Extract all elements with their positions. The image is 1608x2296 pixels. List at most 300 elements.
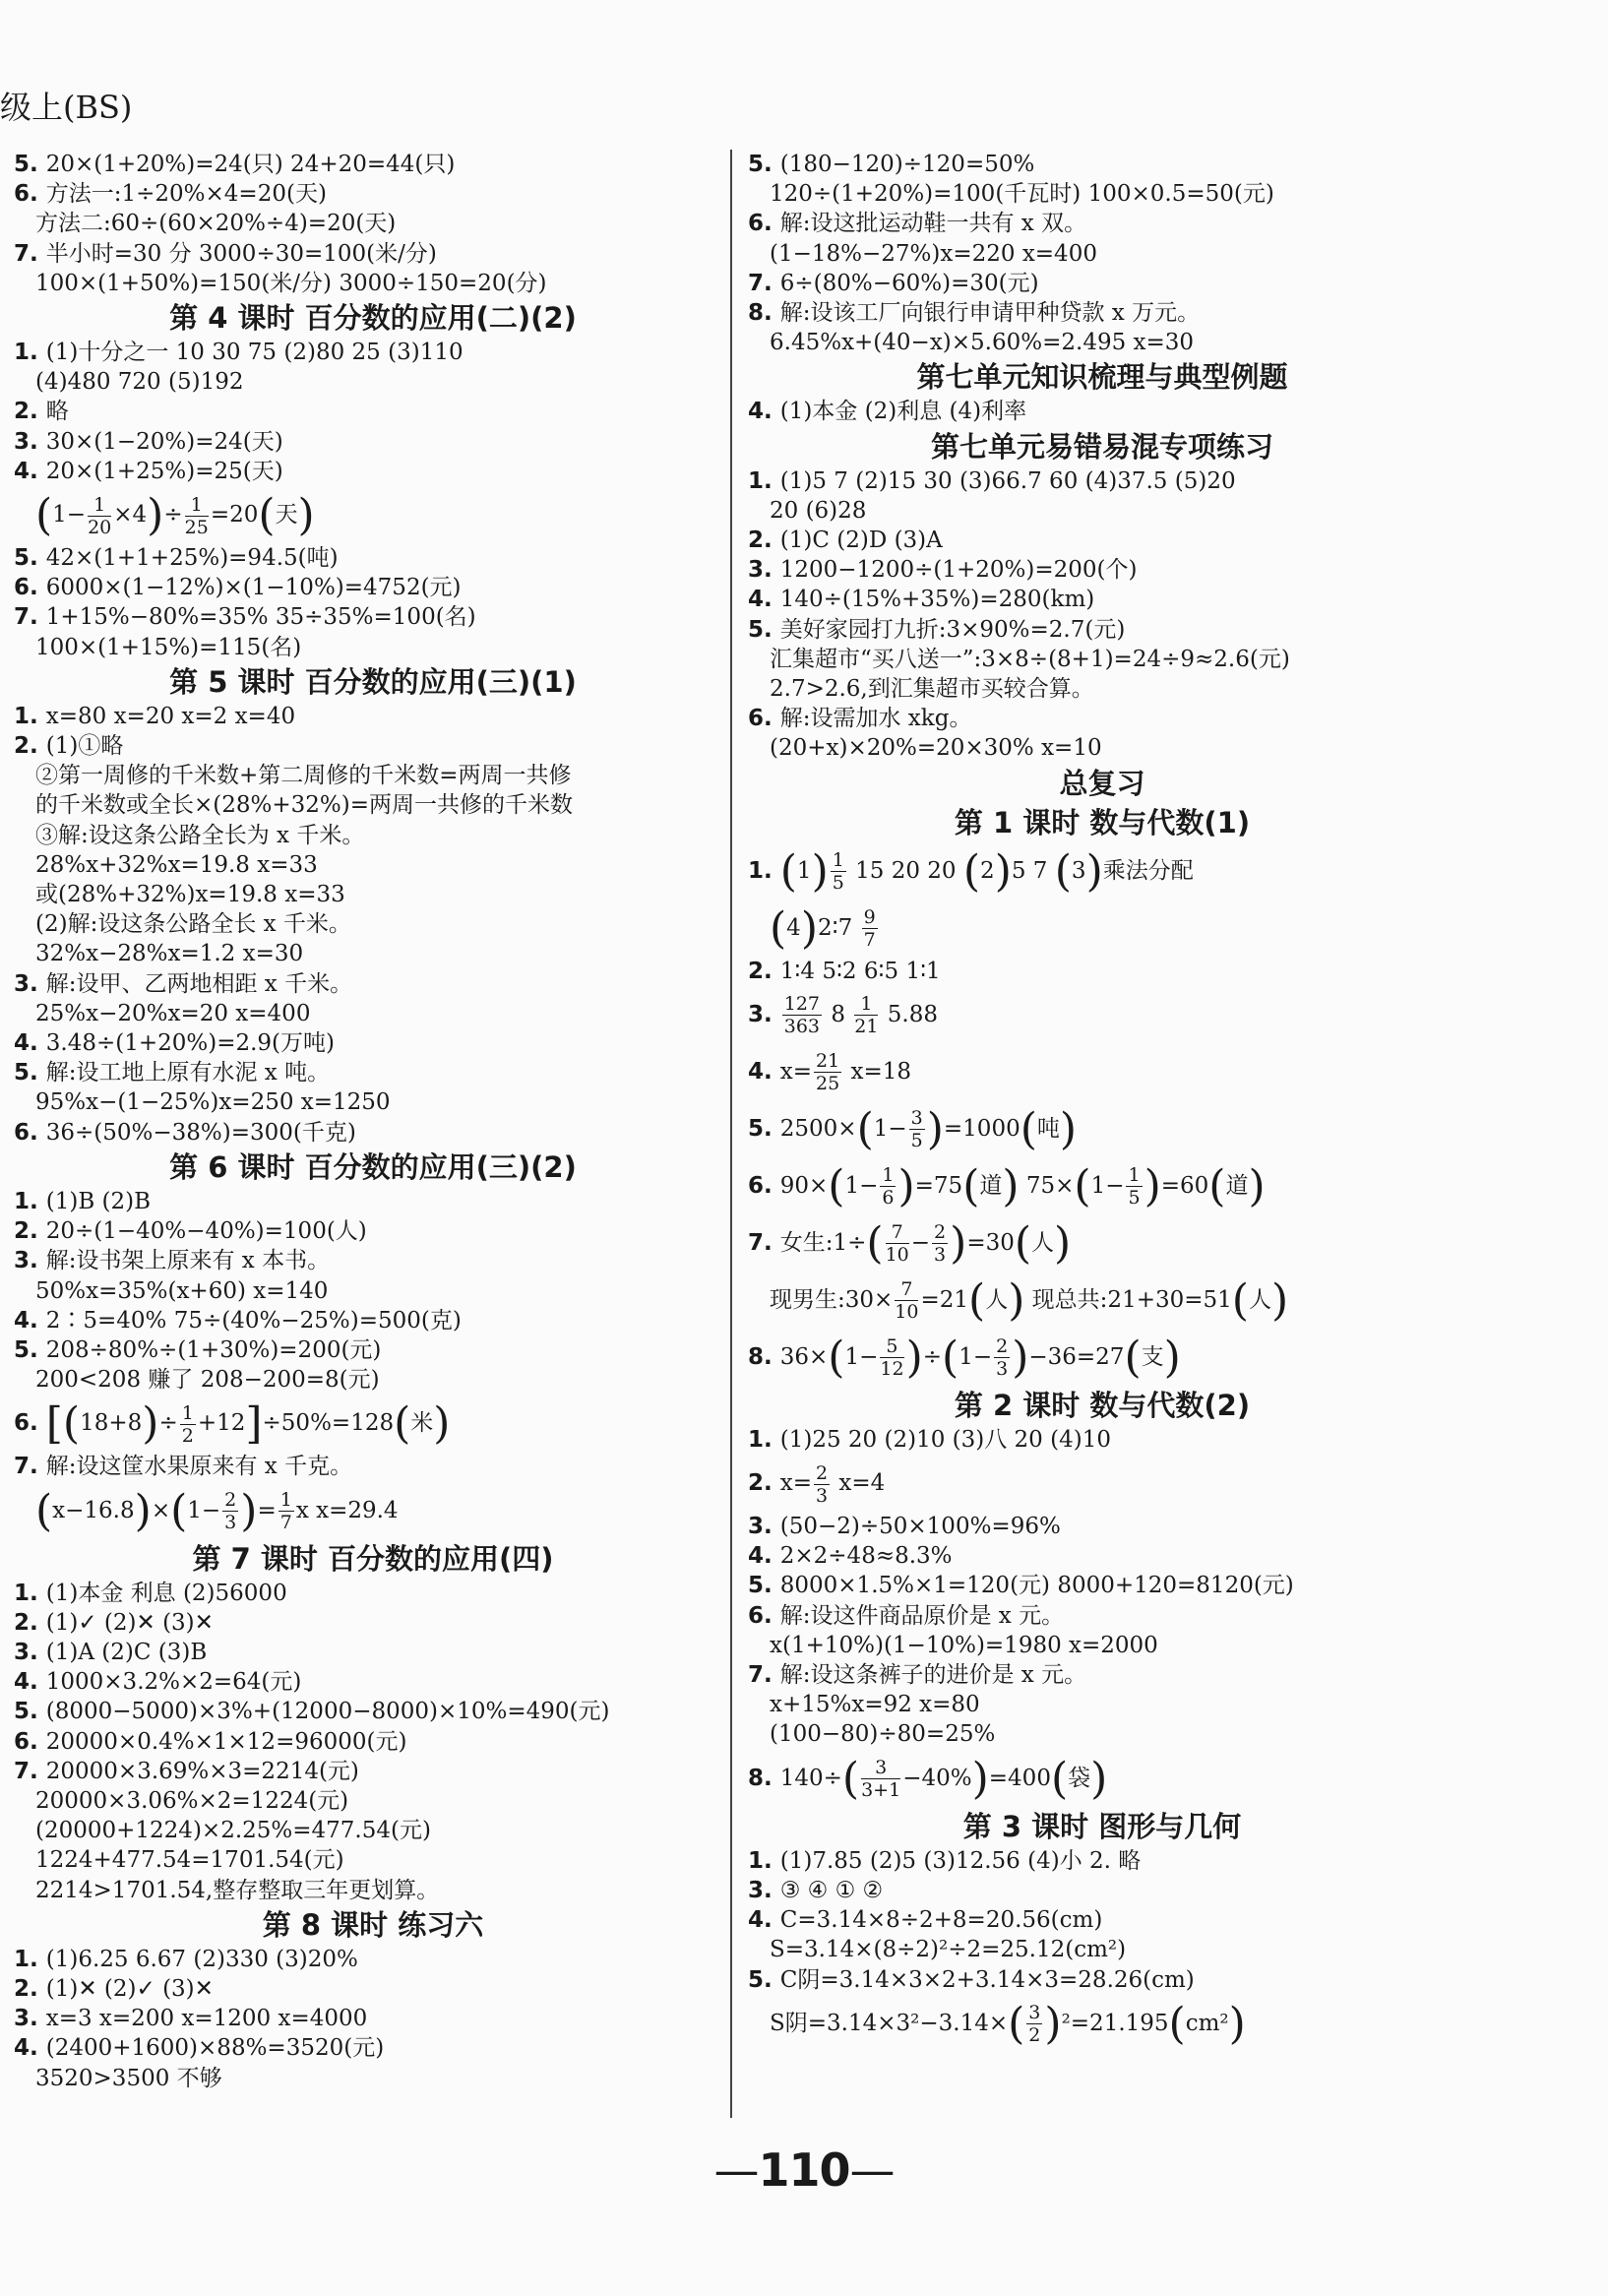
bracket: ] <box>245 1398 263 1450</box>
item-number: 3. <box>748 557 780 584</box>
answer-line <box>14 1697 732 1726</box>
fraction-numerator: 1 <box>185 494 209 517</box>
item-number: 7. <box>748 1229 780 1256</box>
answer-line-continued: 200<208 赚了 208−200=8(元) <box>35 1367 380 1394</box>
answer-line-continued: (1−18%−27%)x=220 x=400 <box>770 240 1097 267</box>
math-line <box>748 1995 1456 2052</box>
answer-line-continued: (4)480 720 (5)192 <box>35 369 244 396</box>
section-title: 第七单元知识梳理与典型例题 <box>916 360 1288 395</box>
bracket: ( <box>62 1398 81 1450</box>
item-number: 3. <box>14 1639 46 1665</box>
bracket: ) <box>1044 1998 1062 2049</box>
fraction-numerator: 1 <box>1128 1164 1141 1187</box>
bracket: ( <box>1020 1103 1037 1154</box>
answer-line-continued: (20+x)×20%=20×30% x=10 <box>770 735 1102 762</box>
fraction-denominator: 12 <box>880 1358 904 1381</box>
math-text: )=60(道) <box>1144 1160 1266 1211</box>
item-number: 6. <box>14 1119 46 1146</box>
fraction-denominator: 5 <box>1128 1187 1141 1210</box>
answer-text: 42×(1+1+25%)=94.5(吨) <box>45 545 339 572</box>
fraction-numerator: 1 <box>854 993 878 1016</box>
fraction <box>886 1221 909 1266</box>
answer-line <box>748 526 1456 555</box>
answer-line-continued: 6.45%x+(40−x)×5.60%=2.495 x=30 <box>770 330 1195 356</box>
item-number: 6. <box>748 1602 780 1629</box>
bracket: ) <box>1228 1998 1246 2049</box>
math-text: 5.88 <box>880 1001 938 1027</box>
fraction <box>1126 1164 1142 1209</box>
answer-text: (1)A (2)C (3)B <box>45 1639 208 1665</box>
fraction <box>185 494 209 538</box>
answer-line <box>748 1846 1456 1876</box>
item-number: 5. <box>14 1699 46 1725</box>
math-line <box>748 1272 1456 1329</box>
fraction <box>222 1489 238 1533</box>
page-header: 级上(BS) <box>0 89 133 126</box>
answer-line-continued: 2.7>2.6,到汇集超市买较合算。 <box>770 676 1094 703</box>
answer-line <box>14 1335 732 1365</box>
bracket: ( <box>962 845 981 897</box>
answer-line-continued: (20000+1224)×2.25%=477.54(元) <box>35 1818 431 1844</box>
answer-text: (1)①略 <box>45 733 124 760</box>
answer-line-continued: 的千米数或全长×(28%+32%)=两周一共修的千米数 <box>35 792 574 819</box>
fraction <box>831 849 846 894</box>
answer-text: (2400+1600)×88%=3520(元) <box>45 2035 385 2062</box>
answer-line <box>14 602 732 632</box>
fraction <box>1026 2002 1042 2046</box>
item-number: 7. <box>14 1758 46 1784</box>
answer-line <box>748 1541 1456 1571</box>
answer-text: (1)✓ (2)✕ (3)✕ <box>45 1609 214 1636</box>
answer-text: (1)25 20 (2)10 (3)八 20 (4)10 <box>779 1426 1111 1453</box>
bracket: ( <box>1074 1160 1091 1211</box>
item-number: 2. <box>748 527 780 554</box>
item-number: 7. <box>748 270 780 296</box>
item-number: 3. <box>748 1514 780 1540</box>
item-number: 2. <box>14 733 46 760</box>
bracket: ) <box>1002 1160 1020 1211</box>
answer-line-continued: 2214>1701.54,整存整取三年更划算。 <box>35 1877 440 1903</box>
answer-line-continued: 32%x−28%x=1.2 x=30 <box>35 941 304 967</box>
fraction-denominator: 25 <box>184 516 209 538</box>
item-number: 3. <box>14 2006 46 2032</box>
math-text: x x=29.4 <box>295 1497 399 1523</box>
bracket: ) <box>1144 1160 1161 1211</box>
math-text: ×4)÷ <box>113 490 183 541</box>
bracket: ( <box>866 1217 884 1269</box>
answer-text: 208÷80%÷(1+30%)=200(元) <box>45 1336 382 1363</box>
bracket: ( <box>170 1485 188 1536</box>
fraction-numerator: 1 <box>88 494 111 517</box>
answer-text: 美好家园打九折:3×90%=2.7(元) <box>779 616 1126 643</box>
answer-line <box>748 1601 1456 1631</box>
answer-text: (1)C (2)D (3)A <box>779 527 943 554</box>
answer-text: 半小时=30 分 3000÷30=100(米/分) <box>45 240 437 267</box>
answer-line <box>14 1306 732 1335</box>
item-number: 1. <box>14 1188 46 1214</box>
answer-line-continued: x+15%x=92 x=80 <box>770 1692 980 1718</box>
item-number: 3. <box>14 970 46 997</box>
fraction-denominator: 363 <box>783 1016 821 1038</box>
answer-line <box>14 397 732 426</box>
answer-line <box>14 2004 732 2033</box>
item-number: 6. <box>748 706 780 732</box>
item-number: 1. <box>748 1847 780 1874</box>
answer-line <box>14 1579 732 1608</box>
bracket: ( <box>1014 1217 1032 1269</box>
bracket: ) <box>297 490 315 541</box>
math-line <box>748 900 1456 957</box>
answer-text: 20000×0.4%×1×12=96000(元) <box>45 1728 407 1755</box>
item-number: 1. <box>748 467 780 494</box>
answer-line-continued: 1224+477.54=1701.54(元) <box>35 1847 344 1874</box>
answer-line-continued: 或(28%+32%)x=19.8 x=33 <box>35 882 345 908</box>
answer-line <box>14 1757 732 1786</box>
bracket: ) <box>800 902 818 954</box>
bracket: ( <box>1231 1274 1249 1326</box>
answer-line <box>14 1667 732 1697</box>
bracket: ) <box>971 1753 989 1804</box>
fraction-denominator: 3 <box>224 1512 237 1534</box>
fraction-denominator: 7 <box>279 1512 292 1534</box>
item-number: 4. <box>748 1058 780 1085</box>
item-number: 8. <box>748 1343 780 1370</box>
item-number: 4. <box>14 1307 46 1334</box>
math-line <box>14 486 732 543</box>
answer-line-continued: 100×(1+15%)=115(名) <box>35 634 302 660</box>
item-number: 1. <box>14 1946 46 1972</box>
section-title: 第 3 课时 图形与几何 <box>962 1809 1242 1843</box>
fraction <box>278 1489 294 1533</box>
bracket: ( <box>1050 1753 1069 1804</box>
answer-text: 解:设这条裤子的进价是 x 元。 <box>779 1662 1087 1689</box>
fraction-numerator: 7 <box>895 1278 918 1301</box>
answer-line-continued: x(1+10%)(1−10%)=1980 x=2000 <box>770 1632 1158 1658</box>
answer-text: 解:设甲、乙两地相距 x 千米。 <box>45 970 353 997</box>
answer-text: 2×2÷48≈8.3% <box>779 1543 953 1570</box>
item-number: 6. <box>748 211 780 237</box>
math-line <box>748 1329 1456 1386</box>
answer-line <box>14 1028 732 1058</box>
answer-line <box>14 2033 732 2063</box>
math-text: )=30(人) <box>950 1217 1072 1269</box>
item-number: 5. <box>14 152 46 177</box>
answer-text: 20000×3.69%×3=2214(元) <box>45 1758 359 1784</box>
answer-line-continued: 3520>3500 不够 <box>35 2065 222 2091</box>
fraction-numerator: 3 <box>910 1107 923 1130</box>
answer-line <box>14 1974 732 2004</box>
math-text: )−36=27(支) <box>1012 1332 1181 1383</box>
item-number: 2. <box>748 958 780 984</box>
math-text: )= <box>240 1485 277 1536</box>
answer-line-continued: 20000×3.06%×2=1224(元) <box>35 1787 349 1814</box>
answer-text: 解:设需加水 xkg。 <box>779 706 972 732</box>
item-number: 4. <box>14 458 46 484</box>
answer-line-continued: S=3.14×(8÷2)²÷2=25.12(cm²) <box>770 1937 1127 1963</box>
answer-text: x=80 x=20 x=2 x=40 <box>45 703 296 729</box>
answer-text: 140÷(15%+35%)=280(km) <box>779 587 1095 613</box>
answer-line <box>748 957 1456 986</box>
bracket: ) <box>1059 1103 1078 1154</box>
answer-line-continued: 100×(1+50%)=150(米/分) 3000÷150=20(分) <box>35 270 547 296</box>
math-text: )²=21.195(cm²) <box>1044 1998 1246 2049</box>
item-number: 7. <box>748 1662 780 1689</box>
fraction <box>782 993 822 1037</box>
answer-line <box>14 179 732 209</box>
answer-line <box>748 1512 1456 1541</box>
math-text: 36×(1− <box>779 1332 879 1383</box>
section-title: 总复习 <box>1059 766 1145 800</box>
answer-text: 解:设这筐水果原来有 x 千克。 <box>45 1454 353 1480</box>
bracket: ( <box>828 1332 845 1383</box>
fraction <box>880 1164 896 1209</box>
answer-text: C阴=3.14×3×2+3.14×3=28.26(cm) <box>779 1966 1195 1993</box>
item-number: 3. <box>748 1877 780 1903</box>
item-number: 5. <box>14 545 46 572</box>
bracket: ) <box>134 1485 152 1536</box>
answer-line <box>14 1638 732 1667</box>
bracket: [ <box>45 1398 63 1450</box>
answer-line-continued: 28%x+32%x=19.8 x=33 <box>35 851 318 878</box>
item-number: 5. <box>748 1966 780 1993</box>
fraction-numerator: 1 <box>279 1489 292 1512</box>
bracket: ) <box>1012 1332 1029 1383</box>
fraction-numerator: 2 <box>816 1461 829 1484</box>
bracket: ( <box>1208 1160 1226 1211</box>
item-number: 6. <box>14 1728 46 1755</box>
answer-line <box>14 543 732 573</box>
bracket: ( <box>856 1103 874 1154</box>
answer-line <box>748 1905 1456 1935</box>
item-number: 3. <box>14 428 46 455</box>
math-line <box>14 1395 732 1452</box>
bracket: ) <box>905 1332 923 1383</box>
answer-line <box>748 298 1456 328</box>
bracket: ( <box>1124 1332 1142 1383</box>
fraction <box>932 1221 948 1266</box>
fraction-numerator: 1 <box>832 849 844 872</box>
answer-line-continued: (2)解:设这条公路全长 x 千米。 <box>35 911 351 938</box>
answer-text: (1)B (2)B <box>45 1188 152 1214</box>
fraction-denominator: 3+1 <box>861 1779 901 1802</box>
item-number: 7. <box>14 240 46 267</box>
item-number: 5. <box>748 1573 780 1599</box>
answer-line <box>14 1452 732 1481</box>
answer-text: 1+15%−80%=35% 35÷35%=100(名) <box>45 604 476 631</box>
bracket: ( <box>770 902 787 954</box>
fraction-numerator: 3 <box>1028 2002 1041 2024</box>
answer-line <box>14 1058 732 1087</box>
math-text: )÷(1− <box>905 1332 993 1383</box>
bracket: ) <box>433 1398 451 1450</box>
section-title: 第 4 课时 百分数的应用(二)(2) <box>169 301 577 336</box>
item-number: 1. <box>14 1580 46 1606</box>
math-text: (x−16.8)×(1− <box>35 1485 221 1536</box>
math-text: =20(天) <box>210 490 315 541</box>
answer-line <box>14 150 732 179</box>
section-title: 第七单元易错易混专项练习 <box>930 429 1273 464</box>
answer-text: (1)✕ (2)✓ (3)✕ <box>45 1975 214 2002</box>
answer-text: (1)5 7 (2)15 30 (3)66.7 60 (4)37.5 (5)20 <box>779 467 1236 494</box>
answer-text: 1∶4 5∶2 6∶5 1∶1 <box>779 958 941 984</box>
answer-line-continued: 汇集超市“买八送一”:3×8÷(8+1)=24÷9≈2.6(元) <box>770 646 1290 672</box>
item-number: 2. <box>748 1470 780 1497</box>
answer-text: 方法一:1÷20%×4=20(天) <box>45 181 327 208</box>
section-title: 第 2 课时 数与代数(2) <box>954 1388 1251 1422</box>
fraction-numerator: 2 <box>224 1489 237 1512</box>
math-text: −40%)=400(袋) <box>902 1753 1108 1804</box>
item-number: 5. <box>14 1336 46 1363</box>
answer-line <box>748 1571 1456 1600</box>
answer-text: C=3.14×8÷2+8=20.56(cm) <box>779 1907 1103 1934</box>
bracket: ( <box>258 490 276 541</box>
item-number: 4. <box>14 1669 46 1696</box>
answer-line-continued: (100−80)÷80=25% <box>770 1721 996 1748</box>
item-number: 4. <box>748 587 780 613</box>
column-divider <box>730 150 732 2118</box>
math-text: (1) <box>779 845 829 897</box>
item-number: 2. <box>14 399 46 425</box>
answer-text: (50−2)÷50×100%=96% <box>779 1514 1061 1540</box>
answer-text: 8000×1.5%×1=120(元) 8000+120=8120(元) <box>779 1573 1294 1599</box>
answer-text: 6000×(1−12%)×(1−10%)=4752(元) <box>45 575 462 601</box>
item-number: 2. <box>14 1218 46 1245</box>
fraction-denominator: 3 <box>816 1484 829 1507</box>
answer-text: 解:设该工厂向银行申请甲种贷款 x 万元。 <box>779 300 1201 327</box>
math-text: 现男生:30× <box>770 1286 894 1313</box>
bracket: ( <box>1054 845 1072 897</box>
math-text: =21(人) 现总共:21+30=51(人) <box>920 1274 1289 1326</box>
answer-line <box>748 209 1456 238</box>
fraction <box>854 993 878 1037</box>
math-line <box>748 1100 1456 1157</box>
answer-line-continued: 方法二:60÷(60×20%÷4)=20(天) <box>35 211 397 237</box>
fraction-denominator: 2 <box>181 1424 194 1447</box>
answer-text: 30×(1−20%)=24(天) <box>45 428 283 455</box>
answer-text: 略 <box>45 399 69 425</box>
answer-line <box>14 1727 732 1757</box>
item-number: 5. <box>748 1115 780 1142</box>
item-number: 4. <box>748 1907 780 1934</box>
fraction <box>814 1050 841 1094</box>
section-title: 第 7 课时 百分数的应用(四) <box>192 1541 554 1576</box>
bracket: ( <box>35 490 53 541</box>
math-text: x=18 <box>843 1058 912 1085</box>
math-text: 2500×(1− <box>779 1103 907 1154</box>
answer-text: 3.48÷(1+20%)=2.9(万吨) <box>45 1030 335 1057</box>
answer-line <box>14 1608 732 1638</box>
math-text: 8 <box>824 1001 853 1027</box>
math-line <box>748 1214 1456 1272</box>
answer-line <box>14 338 732 367</box>
bracket: ) <box>240 1485 258 1536</box>
item-number: 5. <box>748 152 780 177</box>
answer-line-continued: ②第一周修的千米数+第二周修的千米数=两周一共修 <box>35 763 572 789</box>
math-line <box>748 1157 1456 1214</box>
math-text: [(18+8)÷ <box>45 1398 178 1450</box>
answer-text: 20×(1+20%)=24(只) 24+20=44(只) <box>45 152 456 177</box>
fraction-denominator: 7 <box>863 929 876 952</box>
answer-text: 解:设这批运动鞋一共有 x 双。 <box>779 211 1087 237</box>
bracket: ) <box>1163 1332 1181 1383</box>
bracket: ) <box>1090 1753 1108 1804</box>
answer-line-continued: 120÷(1+20%)=100(千瓦时) 100×0.5=50(元) <box>770 181 1274 208</box>
math-text: )=1000(吨) <box>926 1103 1078 1154</box>
item-number: 6. <box>14 575 46 601</box>
section-title: 第 6 课时 百分数的应用(三)(2) <box>169 1149 577 1184</box>
answer-text: 解:设这件商品原价是 x 元。 <box>779 1602 1065 1629</box>
answer-line-continued: 20 (6)28 <box>770 497 867 524</box>
answer-line <box>748 269 1456 298</box>
math-text: S阴=3.14×3²−3.14×( <box>770 1998 1025 2049</box>
answer-text: 2∶5=40% 75÷(40%−25%)=500(克) <box>45 1307 462 1334</box>
bracket: ) <box>950 1217 967 1269</box>
math-text: 15 20 20 (2)5 7 (3)乘法分配 <box>847 845 1194 897</box>
answer-line <box>748 704 1456 733</box>
answer-line <box>14 1216 732 1246</box>
math-text: − <box>910 1229 931 1256</box>
answer-text: (1)7.85 (2)5 (3)12.56 (4)小 2. 略 <box>779 1847 1142 1874</box>
bracket: ) <box>994 845 1012 897</box>
fraction-denominator: 10 <box>895 1301 919 1324</box>
answer-text: x=3 x=200 x=1200 x=4000 <box>45 2006 368 2032</box>
answer-line <box>14 969 732 999</box>
item-number: 4. <box>14 2035 46 2062</box>
fraction-denominator: 21 <box>854 1016 879 1038</box>
fraction <box>862 906 878 951</box>
fraction-denominator: 25 <box>816 1073 840 1095</box>
bracket: ( <box>942 1332 959 1383</box>
answer-line-continued: 50%x=35%(x+60) x=140 <box>35 1277 329 1304</box>
math-text: x=4 <box>832 1470 886 1497</box>
math-text: (4)2∶7 <box>770 902 860 954</box>
answer-text: (1)本金 (2)利息 (4)利率 <box>779 399 1027 425</box>
item-number: 2. <box>14 1975 46 2002</box>
bracket: ) <box>1085 845 1103 897</box>
answer-line <box>748 1425 1456 1455</box>
fraction-denominator: 5 <box>910 1130 923 1152</box>
item-number: 7. <box>14 1454 46 1480</box>
answer-line <box>14 731 732 761</box>
item-number: 4. <box>14 1030 46 1057</box>
fraction-denominator: 3 <box>996 1358 1009 1381</box>
fraction-numerator: 9 <box>863 906 876 929</box>
fraction <box>814 1462 830 1507</box>
answer-line <box>748 1965 1456 1995</box>
fraction-denominator: 5 <box>832 872 844 895</box>
fraction <box>895 1278 918 1323</box>
bracket: ) <box>1008 1274 1025 1326</box>
fraction-denominator: 20 <box>88 516 112 538</box>
fraction <box>861 1757 900 1801</box>
section-title: 第 5 课时 百分数的应用(三)(1) <box>169 664 577 699</box>
left-column <box>14 150 732 2093</box>
answer-line-continued: 25%x−20%x=20 x=400 <box>35 1000 311 1026</box>
answer-text: 解:设书架上原来有 x 本书。 <box>45 1248 331 1274</box>
fraction <box>909 1107 925 1151</box>
bracket: ( <box>841 1753 860 1804</box>
bracket: ) <box>142 1398 159 1450</box>
answer-text: 解:设工地上原有水泥 x 吨。 <box>45 1060 331 1086</box>
answer-line-continued: ③解:设这条公路全长为 x 千米。 <box>35 822 365 848</box>
answer-line <box>748 555 1456 585</box>
item-number: 2. <box>14 1609 46 1636</box>
answer-text: 20÷(1−40%−40%)=100(人) <box>45 1218 367 1245</box>
answer-line <box>14 1246 732 1275</box>
item-number: 4. <box>748 1543 780 1570</box>
item-number: 8. <box>748 300 780 327</box>
math-text: 90×(1− <box>779 1160 879 1211</box>
